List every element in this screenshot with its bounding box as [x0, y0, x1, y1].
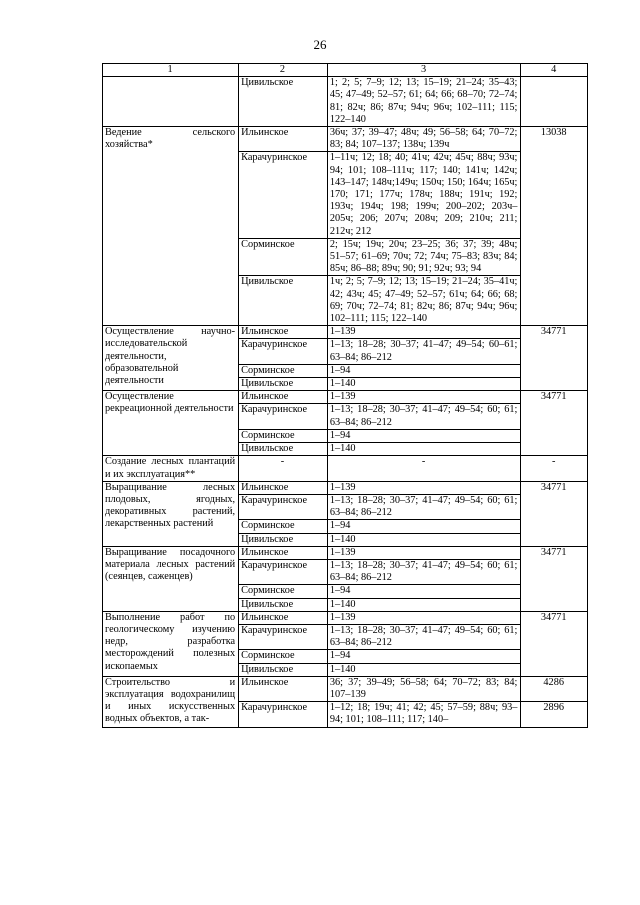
quarters-cell: -	[327, 456, 521, 481]
forestry-cell: Карачуринское	[239, 404, 328, 429]
activity-cell: Выполнение работ по геологическому изучению недр, разработка месторождений полезных ископаемых	[103, 611, 239, 676]
quarters-cell: 1–13; 18–28; 30–37; 41–47; 49–54; 60; 61; 63–84; 86–212	[327, 404, 521, 429]
area-cell: 34771	[521, 481, 588, 546]
area-cell	[521, 77, 588, 127]
forestry-cell: Сорминское	[239, 585, 328, 598]
forestry-cell: Ильинское	[239, 391, 328, 404]
activities-table	[102, 63, 588, 728]
forestry-cell: Карачуринское	[239, 624, 328, 649]
table-row	[103, 127, 588, 152]
area-cell: -	[521, 456, 588, 481]
forestry-cell: Цивильское	[239, 533, 328, 546]
forestry-cell: Ильинское	[239, 546, 328, 559]
area-cell: 34771	[521, 546, 588, 611]
activity-cell: Выращивание лесных плодовых, ягодных, декоративных растений, лекарственных растений	[103, 481, 239, 546]
quarters-cell: 1–94	[327, 585, 521, 598]
activity-cell: Осуществление рекреационной деятельности	[103, 391, 239, 456]
forestry-cell: Сорминское	[239, 238, 328, 276]
quarters-cell: 1–13; 18–28; 30–37; 41–47; 49–54; 60; 61; 63–84; 86–212	[327, 494, 521, 519]
forestry-cell: Сорминское	[239, 650, 328, 663]
forestry-cell: Ильинское	[239, 676, 328, 701]
activity-cell	[103, 77, 239, 127]
forestry-cell: Карачуринское	[239, 339, 328, 364]
forestry-cell: Карачуринское	[239, 559, 328, 584]
forestry-cell: Сорминское	[239, 364, 328, 377]
forestry-cell: Карачуринское	[239, 152, 328, 238]
area-cell: 2896	[521, 702, 588, 727]
area-cell: 4286	[521, 676, 588, 701]
forestry-cell: Карачуринское	[239, 494, 328, 519]
quarters-cell: 36ч; 37; 39–47; 48ч; 49; 56–58; 64; 70–72; 83; 84; 107–137; 138ч; 139ч	[327, 127, 521, 152]
activity-cell: Выращивание посадочного материала лесных растений (сеянцев, саженцев)	[103, 546, 239, 611]
quarters-cell: 1–139	[327, 326, 521, 339]
quarters-cell: 36; 37; 39–49; 56–58; 64; 70–72; 83; 84; 107–139	[327, 676, 521, 701]
header-cell: 1	[103, 64, 239, 77]
area-cell: 34771	[521, 326, 588, 391]
activity-cell: Осуществление научно-исследовательской деятельности, образовательной деятельности	[103, 326, 239, 391]
table-row	[103, 326, 588, 339]
quarters-cell: 1–94	[327, 364, 521, 377]
page-number: 26	[313, 37, 327, 52]
area-cell: 34771	[521, 611, 588, 676]
forestry-cell: Сорминское	[239, 429, 328, 442]
quarters-cell: 1–139	[327, 611, 521, 624]
quarters-cell: 1–140	[327, 533, 521, 546]
activity-cell: Создание лесных плантаций и их эксплуатация**	[103, 456, 239, 481]
quarters-cell: 1–13; 18–28; 30–37; 41–47; 49–54; 60–61; 63–84; 86–212	[327, 339, 521, 364]
quarters-cell: 1–139	[327, 391, 521, 404]
quarters-cell: 1–94	[327, 650, 521, 663]
forestry-cell: Цивильское	[239, 598, 328, 611]
forestry-cell: Сорминское	[239, 520, 328, 533]
quarters-cell: 1–140	[327, 443, 521, 456]
forestry-cell: Ильинское	[239, 481, 328, 494]
quarters-cell: 1–11ч; 12; 18; 40; 41ч; 42ч; 45ч; 88ч; 93ч; 94; 101; 108–111ч; 117; 140; 141ч; 142ч; 143–147; 148ч;149ч; 150ч; 150; 164ч; 165ч; 170; 171; 177ч; 178ч; 188ч; 191ч; 192; 193ч; 194ч; 198; 199ч; 200–202; 203ч–205ч; 206; 207ч; 208ч; 209; 210ч; 211; 212ч; 212	[327, 152, 521, 238]
forestry-cell: Цивильское	[239, 276, 328, 326]
quarters-cell: 1–13; 18–28; 30–37; 41–47; 49–54; 60; 61; 63–84; 86–212	[327, 624, 521, 649]
forestry-cell: Цивильское	[239, 663, 328, 676]
quarters-cell: 1–94	[327, 429, 521, 442]
quarters-cell: 2; 15ч; 19ч; 20ч; 23–25; 36; 37; 39; 48ч; 51–57; 61–69; 70ч; 72; 74ч; 75–83; 83ч; 84; 85ч; 86–88; 89ч; 90; 91; 92ч; 93; 94	[327, 238, 521, 276]
forestry-cell: Цивильское	[239, 378, 328, 391]
table-header-row	[103, 64, 588, 77]
forestry-cell: Ильинское	[239, 127, 328, 152]
quarters-cell: 1; 2; 5; 7–9; 12; 13; 15–19; 21–24; 35–43; 45; 47–49; 52–57; 61; 64; 66; 68–70; 72–74; 81; 82ч; 86; 87ч; 94ч; 96ч; 102–111; 115; 122–140	[327, 77, 521, 127]
header-cell: 4	[521, 64, 588, 77]
area-cell: 13038	[521, 127, 588, 326]
quarters-cell: 1–12; 18; 19ч; 41; 42; 45; 57–59; 88ч; 93–94; 101; 108–111; 117; 140–	[327, 702, 521, 727]
area-cell: 34771	[521, 391, 588, 456]
header-cell: 2	[239, 64, 328, 77]
forestry-cell: Карачуринское	[239, 702, 328, 727]
table-row	[103, 456, 588, 481]
table-row	[103, 611, 588, 624]
quarters-cell: 1–139	[327, 481, 521, 494]
quarters-cell: 1ч; 2; 5; 7–9; 12; 13; 15–19; 21–24; 35–41ч; 42; 43ч; 45; 47–49; 52–57; 61ч; 64; 66; 68; 69; 70ч; 72–74; 81; 82ч; 86; 87ч; 94ч; 96ч; 102–111; 115; 122–140	[327, 276, 521, 326]
table-row	[103, 676, 588, 701]
table-row	[103, 77, 588, 127]
quarters-cell: 1–140	[327, 378, 521, 391]
forestry-cell: -	[239, 456, 328, 481]
quarters-cell: 1–13; 18–28; 30–37; 41–47; 49–54; 60; 61; 63–84; 86–212	[327, 559, 521, 584]
header-cell: 3	[327, 64, 521, 77]
table-row	[103, 481, 588, 494]
forestry-cell: Цивильское	[239, 77, 328, 127]
quarters-cell: 1–139	[327, 546, 521, 559]
forestry-cell: Ильинское	[239, 611, 328, 624]
forestry-cell: Цивильское	[239, 443, 328, 456]
forestry-cell: Ильинское	[239, 326, 328, 339]
table-row	[103, 546, 588, 559]
quarters-cell: 1–94	[327, 520, 521, 533]
quarters-cell: 1–140	[327, 598, 521, 611]
quarters-cell: 1–140	[327, 663, 521, 676]
activity-cell: Ведение сельского хозяйства*	[103, 127, 239, 326]
table-row	[103, 391, 588, 404]
activity-cell: Строительство и эксплуатация водохранилищ и иных искусственных водных объектов, а так-	[103, 676, 239, 727]
